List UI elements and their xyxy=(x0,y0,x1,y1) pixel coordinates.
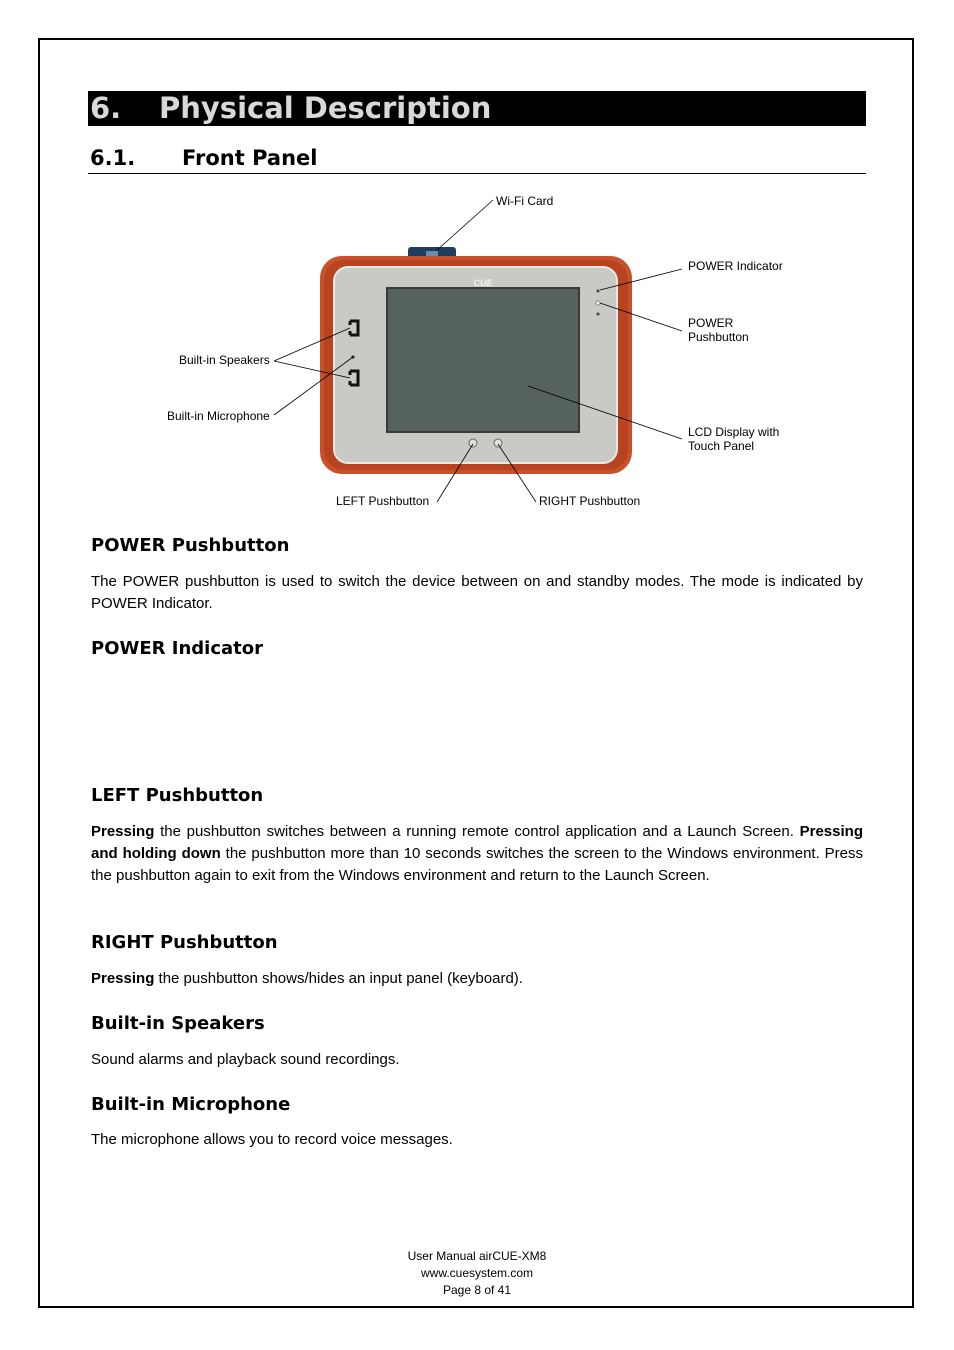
power-indicator-led xyxy=(597,290,600,293)
left-pushbutton-text2: the pushbutton more than 10 seconds switches the screen to the Windows environment. Press the pushbutton again to exit from the Windows environment and return to the Launch Screen. xyxy=(91,845,863,884)
footer-page-number: Page 8 of 41 xyxy=(442,1283,512,1297)
subsection-heading xyxy=(88,144,866,174)
subsection-number: 6.1. xyxy=(90,146,136,170)
footer-website: www.cuesystem.com xyxy=(420,1266,534,1280)
right-pushbutton-text xyxy=(91,968,863,990)
subsection-title: Front Panel xyxy=(182,146,318,170)
left-pushbutton-bold1: Pressing xyxy=(91,823,155,840)
power-pushbutton-text: The POWER pushbutton is used to switch the device between on and standby modes. The mode is indicated by POWER Indicator. xyxy=(91,573,863,612)
lcd-label-line2: Touch Panel xyxy=(688,439,755,453)
microphone-label: Built-in Microphone xyxy=(167,409,270,423)
left-pushbutton-heading: LEFT Pushbutton xyxy=(91,785,264,806)
power-indicator-heading: POWER Indicator xyxy=(91,638,264,659)
left-pushbutton-shape xyxy=(469,439,477,447)
speakers-text: Sound alarms and playback sound recordings. xyxy=(91,1051,400,1068)
section-number: 6. xyxy=(90,91,122,125)
power-pushbutton-label-line1: POWER xyxy=(688,316,734,330)
footer-manual-title: User Manual airCUE-XM8 xyxy=(407,1249,547,1263)
section-title: Physical Description xyxy=(159,91,492,125)
left-pushbutton-text xyxy=(91,821,863,887)
right-pushbutton-heading: RIGHT Pushbutton xyxy=(91,932,278,953)
right-pushbutton-shape xyxy=(494,439,502,447)
right-pushbutton-text-rest: the pushbutton shows/hides an input panel (keyboard). xyxy=(154,970,523,987)
device-logo: CUE xyxy=(473,278,493,288)
power-indicator-label: POWER Indicator xyxy=(688,259,783,273)
front-panel-figure xyxy=(88,185,866,515)
lcd-label-line1: LCD Display with xyxy=(688,425,780,439)
power-pushbutton-label-line2: Pushbutton xyxy=(688,330,749,344)
speakers-heading: Built-in Speakers xyxy=(91,1013,265,1034)
device-illustration xyxy=(88,185,866,515)
right-pushbutton-label: RIGHT Pushbutton xyxy=(539,494,641,508)
section-heading xyxy=(88,91,866,126)
microphone-text: The microphone allows you to record voice messages. xyxy=(91,1131,453,1148)
lcd-display xyxy=(387,288,579,432)
speakers-label: Built-in Speakers xyxy=(179,353,270,367)
page-footer xyxy=(0,1248,954,1299)
power-pushbutton-heading: POWER Pushbutton xyxy=(91,535,290,556)
wifi-card-label: Wi-Fi Card xyxy=(496,194,554,208)
left-pushbutton-bold2: Pressing and holding down xyxy=(91,823,863,862)
left-pushbutton-label: LEFT Pushbutton xyxy=(336,494,430,508)
microphone-heading: Built-in Microphone xyxy=(91,1094,291,1115)
left-pushbutton-text1: the pushbutton switches between a running remote control application and a Launch Screen. xyxy=(154,823,800,840)
right-pushbutton-bold: Pressing xyxy=(91,970,155,987)
power-button-dot xyxy=(596,301,600,305)
